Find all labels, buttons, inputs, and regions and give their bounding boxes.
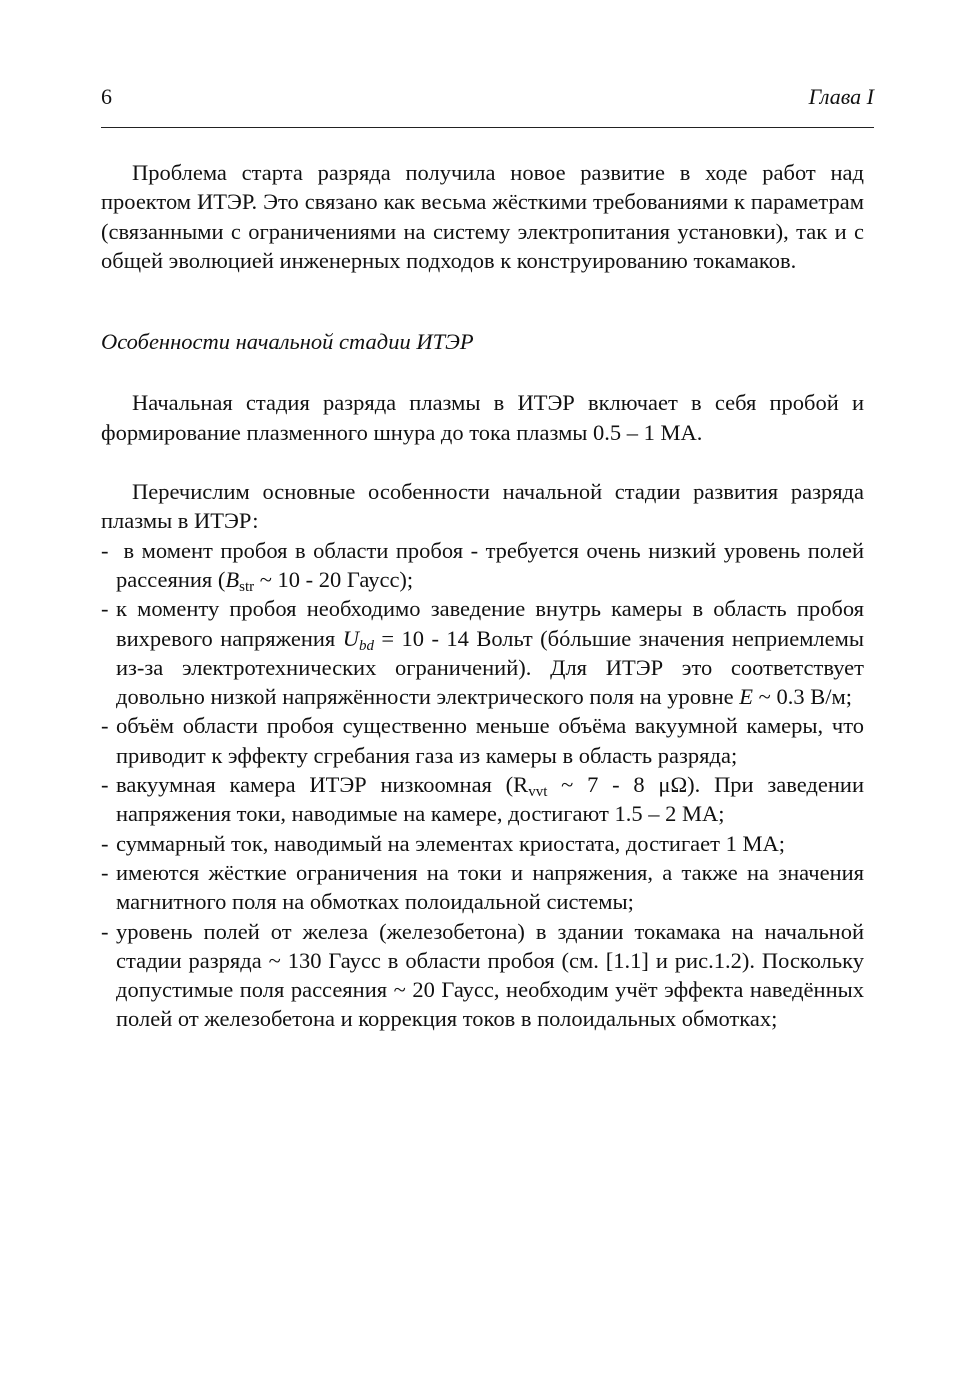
- list-item: - уровень полей от железа (железобетона) в здании токамака на начальной стадии разряда ~ 130 Гаусс в области пробоя (см. [1.1] и рис.1.2). Поскольку допустимые поля рассеяния ~ 20 Гаусс, необходим учёт эффекта наведённых полей от железобетона и коррекция токов в полоидальных обмотках;: [101, 917, 864, 1034]
- page-body: [101, 158, 864, 1034]
- subscript: str: [239, 578, 255, 595]
- u-symbol: U: [342, 625, 359, 651]
- list-item: - суммарный ток, наводимый на элементах криостата, достигает 1 МА;: [101, 829, 864, 858]
- list-item: - имеются жёсткие ограничения на токи и напряжения, а также на значения магнитного поля на обмотках полоидальной системы;: [101, 858, 864, 917]
- e-symbol: E: [739, 684, 754, 710]
- page-header: [101, 84, 874, 114]
- page-number: 6: [101, 84, 112, 109]
- section-paragraph-1: Начальная стадия разряда плазмы в ИТЭР включает в себя пробой и формирование плазменного шнура до тока плазмы 0.5 – 1 МА.: [101, 390, 864, 445]
- subscript: vvt: [528, 784, 548, 801]
- subscript: bd: [358, 637, 374, 654]
- list-item: - объём области пробоя существенно меньше объёма вакуумной камеры, что приводит к эффекту сгребания газа из камеры в область разряда;: [101, 711, 864, 770]
- features-list: [101, 536, 864, 1034]
- section-paragraph-2: Перечислим основные особенности начальной стадии развития разряда плазмы в ИТЭР:: [101, 479, 864, 534]
- intro-paragraph: Проблема старта разряда получила новое развитие в ходе работ над проектом ИТЭР. Это связано как весьма жёсткими требованиями к параметрам (связанными с ограничениями на систему электропитания установки), так и с общей эволюцией инженерных подходов к конструированию токамаков.: [101, 160, 864, 273]
- header-rule: [101, 127, 874, 128]
- list-item: - в момент пробоя в области пробоя - требуется очень низкий уровень полей рассеяния ($B_{str}$ ~ 10 - 20 Гаусс);: [101, 536, 864, 595]
- list-item: - вакуумная камера ИТЭР низкоомная ($R_{vvt}$ ~ 7 - 8 μΩ). При заведении напряжения токи, наводимые на камере, достигают 1.5 – 2 МА;: [101, 770, 864, 829]
- section-heading: Особенности начальной стадии ИТЭР: [101, 329, 474, 355]
- running-head: Глава I: [808, 84, 874, 109]
- b-symbol: B: [225, 566, 240, 592]
- list-item: - к моменту пробоя необходимо заведение внутрь камеры в область пробоя вихревого напряжения $U_{bd} = 10 - 14$ Вольт (бóльшие значения неприемлемы из-за электротехнических ограничений). Для ИТЭР это соответствует довольно низкой напряжённости электрического поля на уровне E ~ 0.3 В/м;: [101, 594, 864, 711]
